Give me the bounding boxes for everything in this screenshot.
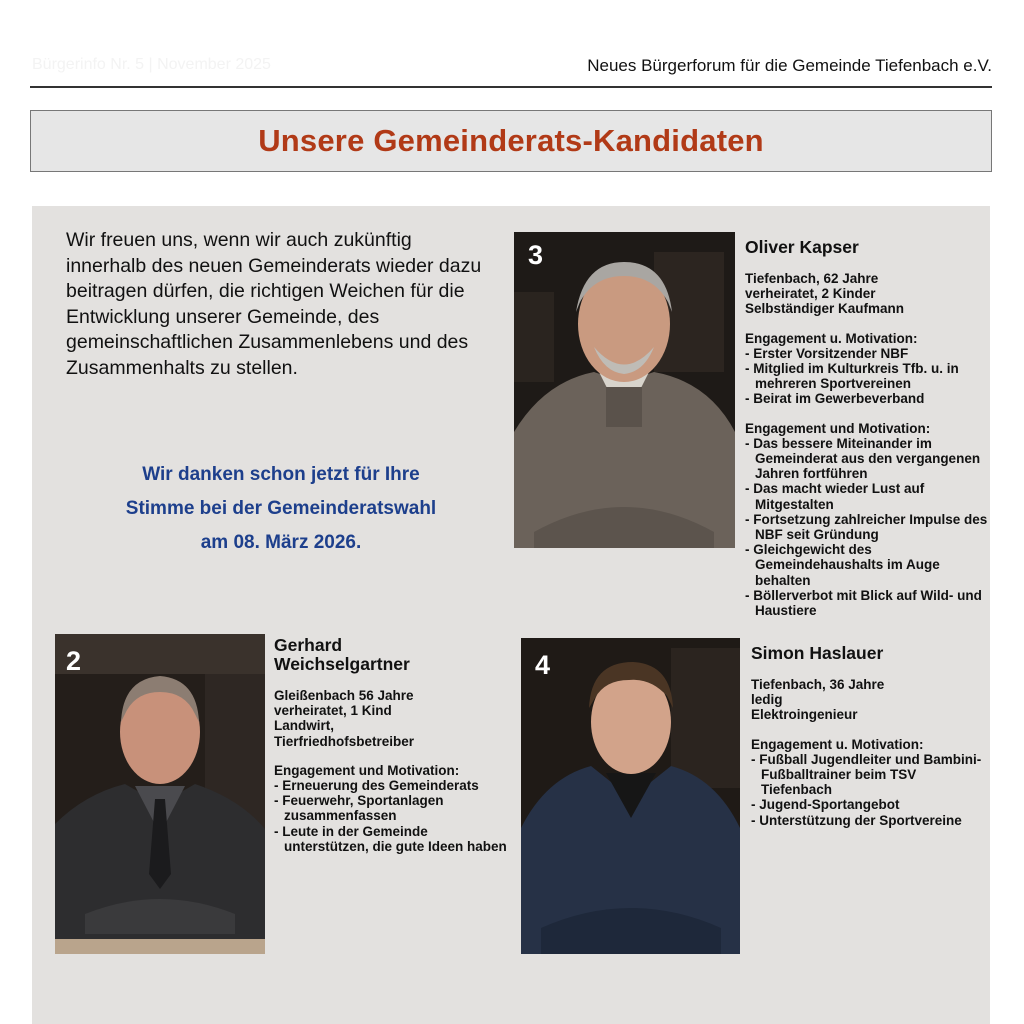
portrait-image [514, 232, 735, 548]
page-title: Unsere Gemeinderats-Kandidaten [258, 123, 764, 158]
detail-line: Gleißenbach 56 Jahre [274, 688, 414, 703]
candidate-number: 4 [535, 650, 551, 680]
list-item: - Mitglied im Kulturkreis Tfb. u. in mehreren Sportvereinen [745, 361, 995, 391]
header-divider [30, 86, 992, 88]
title-banner [30, 110, 992, 172]
detail-line: Tiefenbach, 36 Jahre [751, 677, 885, 692]
candidate-name [274, 636, 514, 674]
list-item: - Feuerwehr, Sportanlagen zusammenfassen [274, 793, 514, 823]
detail-line: Elektroingenieur [751, 707, 858, 723]
engagement-section [745, 331, 995, 407]
name-line: Weichselgartner [274, 654, 410, 674]
name-line: Gerhard [274, 635, 343, 655]
list-item: - Das macht wieder Lust auf Mitgestalten [745, 481, 995, 511]
list-item: - Fortsetzung zahlreicher Impulse des NBF seit Gründung [745, 512, 995, 542]
candidate-number: 2 [66, 646, 82, 676]
list-item: - Unterstützung der Sportvereine [751, 813, 991, 828]
list-item: - Leute in der Gemeinde unterstützen, die gute Ideen haben [274, 824, 514, 854]
thanks-line: Stimme bei der Gemeinderatswahl [125, 498, 437, 519]
detail-line: Selbständiger Kaufmann [745, 301, 905, 317]
list-item: - Erster Vorsitzender NBF [745, 346, 995, 361]
candidate-info-haslauer [751, 644, 991, 828]
candidate-info-weichselgartner [274, 636, 514, 854]
issue-label: Bürgerinfo Nr. 5 | November 2025 [32, 56, 271, 73]
candidate-photo-haslauer [521, 638, 740, 954]
engagement-section [274, 763, 514, 854]
detail-line: Tierfriedhofsbetreiber [274, 733, 415, 749]
list-item: - Jugend-Sportangebot [751, 797, 991, 812]
organization-name: Neues Bürgerforum für die Gemeinde Tiefenbach e.V. [587, 56, 992, 75]
detail-line: ledig [751, 692, 783, 708]
thanks-line: am 08. März 2026. [200, 532, 362, 553]
candidate-number: 3 [528, 240, 544, 270]
section-title: Engagement u. Motivation: [745, 330, 918, 346]
candidate-photo-weichselgartner [55, 634, 265, 954]
detail-line: verheiratet, 1 Kind [274, 703, 392, 719]
list-item: - Beirat im Gewerbeverband [745, 391, 995, 406]
list-item: - Das bessere Miteinander im Gemeinderat aus den vergangenen Jahren fortführen [745, 436, 995, 482]
list-item: - Böllerverbot mit Blick auf Wild- und Haustiere [745, 588, 995, 618]
detail-line: Landwirt, [274, 718, 334, 734]
candidate-name: Oliver Kapser [745, 237, 859, 257]
candidate-photo-kapser [514, 232, 735, 548]
engagement-section [751, 737, 991, 828]
candidate-details [751, 677, 991, 723]
candidate-details [745, 271, 995, 317]
list-item: - Fußball Jugendleiter und Bambini-Fußballtrainer beim TSV Tiefenbach [751, 752, 991, 798]
portrait-image [521, 638, 740, 954]
motivation-section [745, 421, 995, 619]
candidate-name: Simon Haslauer [751, 643, 884, 663]
candidate-info-kapser [745, 238, 995, 618]
list-item: - Erneuerung des Gemeinderats [274, 778, 514, 793]
candidate-details [274, 688, 514, 749]
portrait-image [55, 634, 265, 954]
detail-line: Tiefenbach, 62 Jahre [745, 271, 879, 286]
section-title: Engagement und Motivation: [274, 762, 460, 778]
list-item: - Gleichgewicht des Gemeindehaushalts im Auge behalten [745, 542, 995, 588]
detail-line: verheiratet, 2 Kinder [745, 286, 876, 302]
section-title: Engagement u. Motivation: [751, 736, 924, 752]
section-title: Engagement und Motivation: [745, 420, 931, 436]
intro-text: Wir freuen uns, wenn wir auch zukünftig innerhalb des neuen Gemeinderats wieder dazu beitragen dürfen, die richtigen Weichen für die Entwicklung unserer Gemeinde, des gemeinschaftlichen Zusammenlebens und des Zusammenhalts zu stellen. [66, 229, 482, 379]
thanks-message [66, 458, 496, 560]
thanks-line: Wir danken schon jetzt für Ihre [142, 464, 420, 485]
